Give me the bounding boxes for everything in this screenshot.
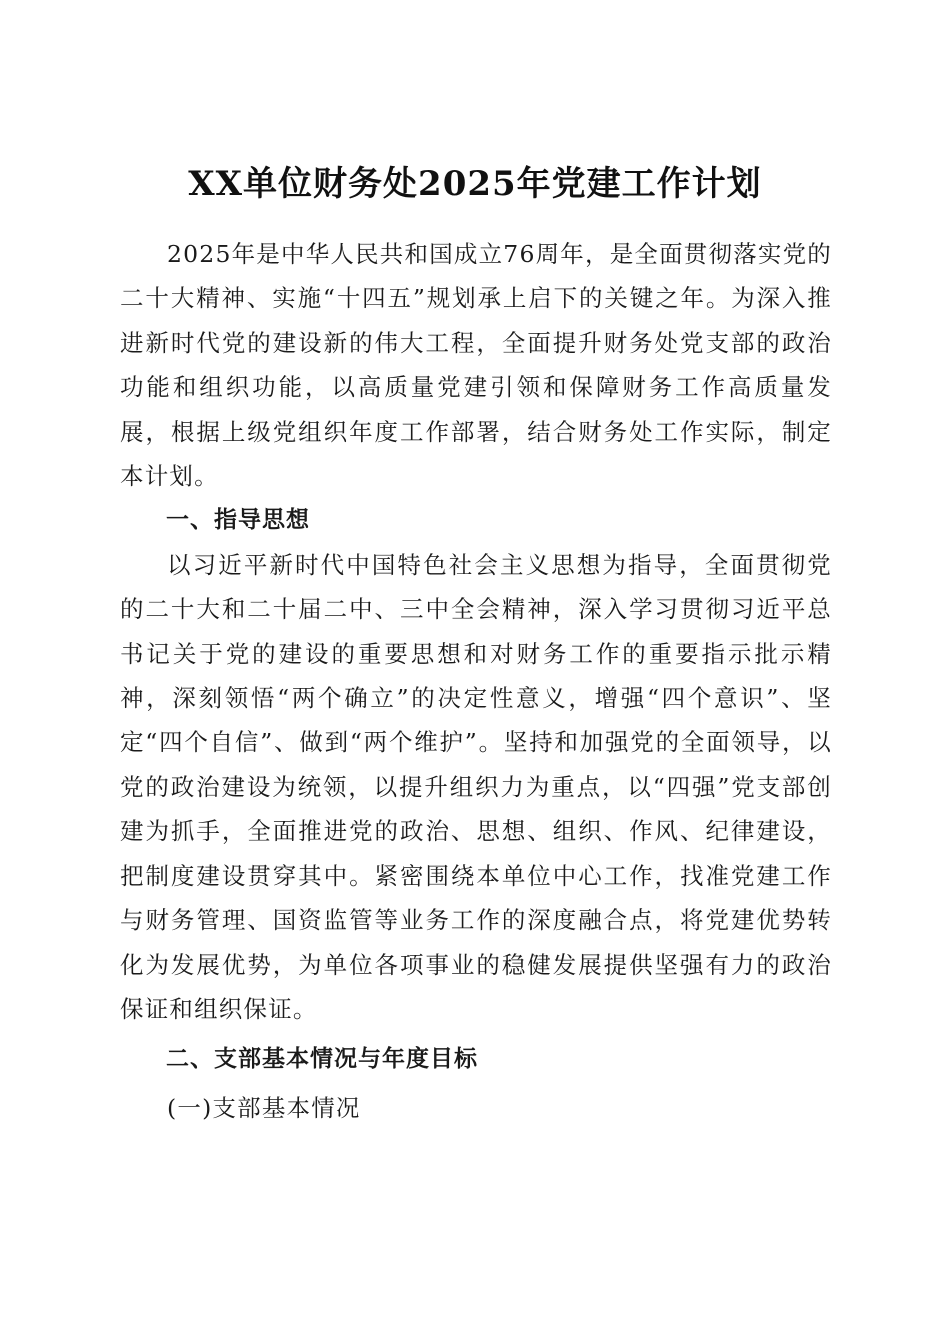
document-body — [120, 232, 832, 1130]
subheading-branch-basic-situation: (一)支部基本情况 — [167, 1093, 361, 1122]
document-title: XX单位财务处2025年党建工作计划 — [188, 163, 762, 204]
intro-paragraph: 2025年是中华人民共和国成立76周年，是全面贯彻落实党的二十大精神、实施“十四五”规划承上启下的关键之年。为深入推进新时代党的建设新的伟大工程，全面提升财务处党支部的政治功能和组织功能，以高质量党建引领和保障财务工作高质量发展，根据上级党组织年度工作部署，结合财务处工作实际，制定本计划。 — [120, 240, 833, 491]
guiding-ideology-paragraph: 以习近平新时代中国特色社会主义思想为指导，全面贯彻党的二十大和二十届二中、三中全会精神，深入学习贯彻习近平总书记关于党的建设的重要思想和对财务工作的重要指示批示精神，深刻领悟“两个确立”的决定性意义，增强“四个意识”、坚定“四个自信”、做到“两个维护”。坚持和加强党的全面领导，以党的政治建设为统领，以提升组织力为重点，以“四强”党支部创建为抓手，全面推进党的政治、思想、组织、作风、纪律建设，把制度建设贯穿其中。紧密围绕本单位中心工作，找准党建工作与财务管理、国资监管等业务工作的深度融合点，将党建优势转化为发展优势，为单位各项事业的稳健发展提供坚强有力的政治保证和组织保证。 — [120, 550, 832, 1023]
section-heading-guiding-ideology: 一、指导思想 — [166, 507, 310, 534]
section-heading-branch-situation: 二、支部基本情况与年度目标 — [166, 1046, 478, 1073]
